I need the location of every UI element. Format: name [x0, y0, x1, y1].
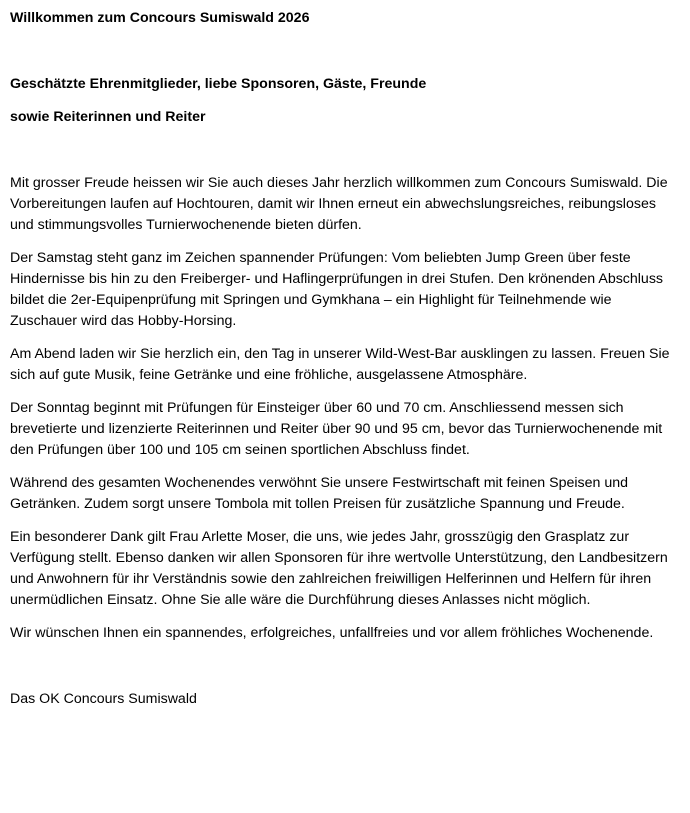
letter-page [10, 8, 678, 710]
signature: Das OK Concours Sumiswald [10, 691, 197, 707]
paragraph-wishes: Wir wünschen Ihnen ein spannendes, erfolgreiches, unfallfreies und vor allem fröhliches Wochenende. [10, 625, 654, 641]
document-title: Willkommen zum Concours Sumiswald 2026 [10, 10, 310, 26]
paragraph-catering: Während des gesamten Wochenendes verwöhnt Sie unsere Festwirtschaft mit feinen Speisen und Getränken. Zudem sorgt unsere Tombola mit tollen Preisen für zusätzliche Spannung und Freude. [10, 475, 629, 512]
salutation-line-2: sowie Reiterinnen und Reiter [10, 109, 206, 125]
salutation-line-1: Geschätzte Ehrenmitglieder, liebe Sponsoren, Gäste, Freunde [10, 76, 427, 92]
paragraph-evening: Am Abend laden wir Sie herzlich ein, den Tag in unserer Wild-West-Bar ausklingen zu lassen. Freuen Sie sich auf gute Musik, feine Getränke und eine fröhliche, ausgelassene Atmosphäre. [10, 346, 670, 383]
paragraph-sunday: Der Sonntag beginnt mit Prüfungen für Einsteiger über 60 und 70 cm. Anschliessend messen sich brevetierte und lizenzierte Reiterinnen und Reiter über 90 und 95 cm, bevor das Turnierwochenende mit den Prüfungen über 100 und 105 cm seinen sportlichen Abschluss findet. [10, 400, 663, 458]
paragraph-welcome: Mit grosser Freude heissen wir Sie auch dieses Jahr herzlich willkommen zum Concours Sumiswald. Die Vorbereitungen laufen auf Hochtouren, damit wir Ihnen erneut ein abwechslungsreiches, reibungsloses und stimmungsvolles Turnierwochenende bieten dürfen. [10, 175, 668, 233]
paragraph-thanks: Ein besonderer Dank gilt Frau Arlette Moser, die uns, wie jedes Jahr, grosszügig den Grasplatz zur Verfügung stellt. Ebenso danken wir allen Sponsoren für ihre wertvolle Unterstützung, den Landbesitzern und Anwohnern für ihr Verständnis sowie den zahlreichen freiwilligen Helferinnen und Helfern für ihren unermüdlichen Einsatz. Ohne Sie alle wäre die Durchführung dieses Anlasses nicht möglich. [10, 529, 668, 608]
paragraph-saturday: Der Samstag steht ganz im Zeichen spannender Prüfungen: Vom beliebten Jump Green über feste Hindernisse bis hin zu den Freiberger- und Haflingerprüfungen in drei Stufen. Den krönenden Abschluss bildet die 2er-Equipenprüfung mit Springen und Gymkhana – ein Highlight für Teilnehmende wie Zuschauer wird das Hobby-Horsing. [10, 250, 664, 329]
